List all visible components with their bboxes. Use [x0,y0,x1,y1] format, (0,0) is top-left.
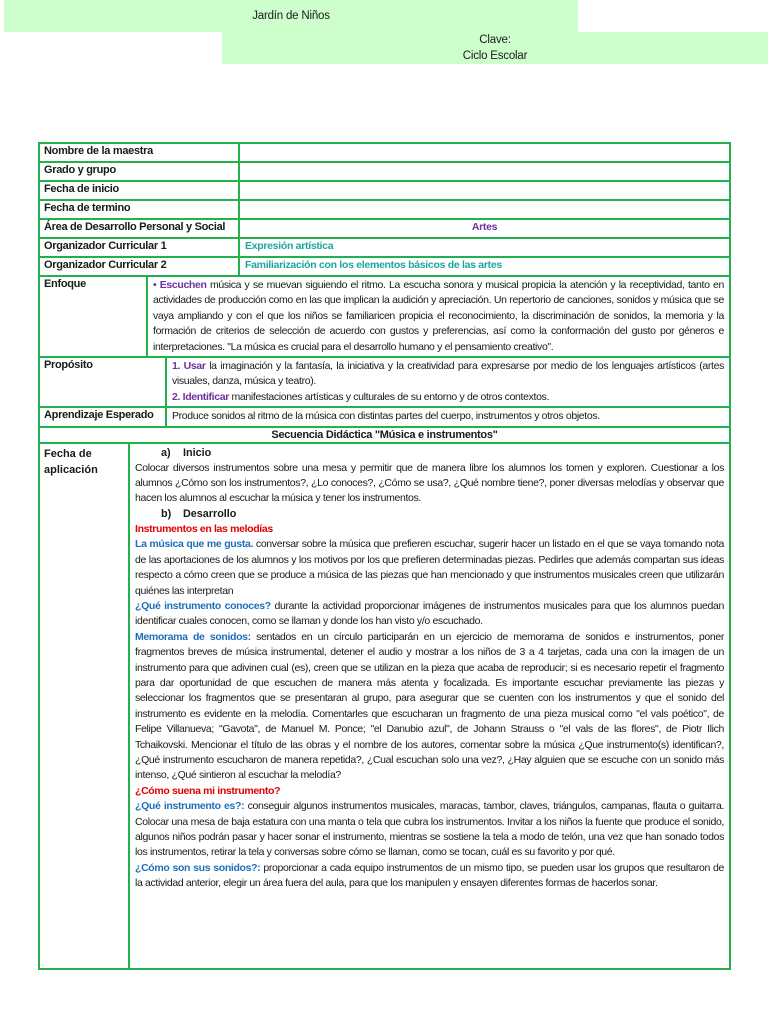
planning-table [38,142,731,970]
value-area [240,220,729,237]
enfoque-text: música y se muevan siguiendo el ritmo. La escucha sonora y musical propicia la atención y la receptividad, tanto en actividades de producción como en las que implican la audición y apreciación. Un repertorio de canciones, sonidos y música que se vaya ampliando y con el que los niños se familiaricen propicia el reconocimiento, la discriminación de sonidos, la memoria y la formación de criterios de selección de acuerdo con gustos y preferencias, así como la conformación del gusto por géneros e interpretaciones. "La música es crucial para el desarrollo humano y el pensamiento creativo". [153,279,724,353]
desarrollo-letter: b) [161,507,172,520]
value-aprendizaje [167,408,729,425]
proposito-1-lead: 1. Usar [172,360,206,373]
organizador-2-text: Familiarización con los elementos básicos de las artes [245,259,502,271]
label-fecha-aplicacion: Fecha de aplicación [40,444,130,968]
row-maestra [40,144,729,163]
row-organizador-1 [40,239,729,258]
header-clave: Clave: [479,34,511,46]
row-organizador-2 [40,258,729,277]
organizador-1-text: Expresión artística [245,240,334,252]
row-secuencia-title [40,428,729,444]
desarrollo-title: Desarrollo [183,507,237,520]
section-heading-suena: ¿Cómo suena mi instrumento? [135,784,281,797]
row-proposito [40,358,729,408]
activity-memorama [135,630,724,784]
secuencia-title: Secuencia Didáctica "Música e instrumentos" [271,428,498,441]
secuencia-body [130,444,729,968]
activity-musica-lead: La música que me gusta. [135,538,254,551]
value-proposito [167,358,729,406]
activity-que-es-text: conseguir algunos instrumentos musicales, maracas, tambor, claves, triángulos, campanas, flauta o guitarra. Colocar una mesa de baja estatura con una manta o tela que cubra los instrumentos. Invitar a los niños la fuente que produce el sonido, algunos niños podrán pasar y hacer sonar el instrumento, mientras se sostiene la tela a modo de telón, una vez que han sonado todos los instrumentos, retirar la tela y conversas sobre cómo se llaman, como se tocan, cuál es su favorito y por qué. [135,800,724,859]
label-organizador-2: Organizador Curricular 2 [40,258,240,275]
activity-que-es-lead: ¿Qué instrumento es?: [135,800,245,813]
activity-memorama-lead: Memorama de sonidos: [135,630,251,643]
value-maestra[interactable] [240,144,729,161]
activity-sonidos [135,861,724,892]
row-termino [40,201,729,220]
row-grado [40,163,729,182]
value-organizador-2 [240,258,729,275]
header-ciclo: Ciclo Escolar [462,50,528,62]
value-termino[interactable] [240,201,729,218]
label-grado: Grado y grupo [40,163,240,180]
inicio-text: Colocar diversos instrumentos sobre una mesa y permitir que de manera libre los alumnos los tomen y exploren. Cuestionar a los alumnos ¿Cómo son los instrumentos?, ¿Lo conoces?, ¿Cómo se usa?, ¿Qué nombre tiene?, poner diversas melodías y observar que hacen los alumnos al escuchar la música y tener los instrumentos. [135,461,724,505]
label-termino: Fecha de termino [40,201,240,218]
proposito-2 [172,390,724,405]
value-inicio[interactable] [240,182,729,199]
row-area [40,220,729,239]
enfoque-lead: • Escuchen [153,279,207,291]
activity-sonidos-text: proporcionar a cada equipo instrumentos de un mismo tipo, se pueden usar los grupos que resultaron de la actividad anterior, elegir un área fuera del aula, para que los manipulen y ensayen diferentes formas de hacerlos sonar. [135,861,724,890]
value-enfoque [148,277,729,356]
label-inicio: Fecha de inicio [40,182,240,199]
desarrollo-heading [135,507,724,522]
activity-instrumento-text: durante la actividad proporcionar imágenes de instrumentos musicales para que los alumnos puedan identificar cuales conocen, como se llaman y donde los han visto y/o escuchado. [135,599,724,628]
activity-musica-text: conversar sobre la música que prefieren escuchar, sugerir hacer un listado en el que se vaya tomando nota de las aportaciones de los alumnos y los motivos por los que prefieren determinadas piezas. Pedirles que además compartan sus ideas respecto a cómo creen que se produce a música de las piezas que han mencionado y que instrumentos musicales creen que utilizarán quiénes las interpretan [135,538,724,597]
area-value-text: Artes [471,221,498,233]
proposito-2-text: manifestaciones artísticas y culturales de su entorno y de otros contextos. [228,390,550,403]
activity-memorama-text: sentados en un círculo participarán en un ejercicio de memorama de sonidos e instrumentos, poner fragmentos breves de música instrumental, detener el audio y mostrar a los niños de 3 a 4 tarjetas, cada una con la imagen de un instrumento para que adivinen cual (es), creen que se utilizan en la pieza que acaba de reproducir; si es necesario repetir el fragmento para dar oportunidad de que escuchen de manera más atenta y focalizada. Es importante escuchar previamente las piezas y seleccionar los fragmentos que se presentaran al grupo, para asegurar que se cuenten con los instrumentos y que el sonido del instrumento es evidente en la melodía. Comentarles que escucharan un fragmento de una pieza musical como "el vals poético", de Felipe Villanueva; "Gavota", de Manuel M. Ponce; "el Danubio azul", de Johann Strauss o "el vals de las flores", de Piotr Ilich Tchaikovski. Mencionar el título de las obras y el nombre de los autores, comentar sobre la música ¿Que instrumento(s) identifican?, ¿Qué instrumento escucharon de manera repetida?, ¿Cual escuchan solo una vez?, ¿Hay alguien que se escuche con un sonido más intenso, ¿Qué sintieron al escuchar la melodía? [135,630,724,782]
value-organizador-1 [240,239,729,256]
proposito-1-text: la imaginación y la fantasía, la iniciativa y la creatividad para expresarse por medio de los lenguajes artísticos (artes visuales, danza, música y teatro). [172,360,724,388]
inicio-letter: a) [161,446,171,459]
activity-que-es [135,799,724,861]
activity-instrumento-lead: ¿Qué instrumento conoces? [135,599,271,612]
proposito-1 [172,359,724,390]
activity-sonidos-lead: ¿Cómo son sus sonidos?: [135,861,261,874]
value-grado[interactable] [240,163,729,180]
row-aprendizaje [40,408,729,427]
aprendizaje-text: Produce sonidos al ritmo de la música con distintas partes del cuerpo, instrumentos y otros objetos. [172,410,600,423]
section-heading-instrumentos: Instrumentos en las melodías [135,522,273,535]
row-enfoque [40,277,729,358]
header-school-name: Jardín de Niños [4,0,578,32]
label-proposito: Propósito [40,358,167,406]
row-secuencia [40,444,729,968]
label-enfoque: Enfoque [40,277,148,356]
enfoque-paragraph [153,278,724,355]
inicio-heading [135,446,724,461]
label-maestra: Nombre de la maestra [40,144,240,161]
label-area: Área de Desarrollo Personal y Social [40,220,240,237]
row-inicio [40,182,729,201]
activity-musica [135,537,724,599]
inicio-title: Inicio [183,446,212,459]
label-organizador-1: Organizador Curricular 1 [40,239,240,256]
label-aprendizaje: Aprendizaje Esperado [40,408,167,425]
header-details [222,32,768,64]
activity-instrumento [135,599,724,630]
proposito-2-lead: 2. Identificar [172,390,229,403]
